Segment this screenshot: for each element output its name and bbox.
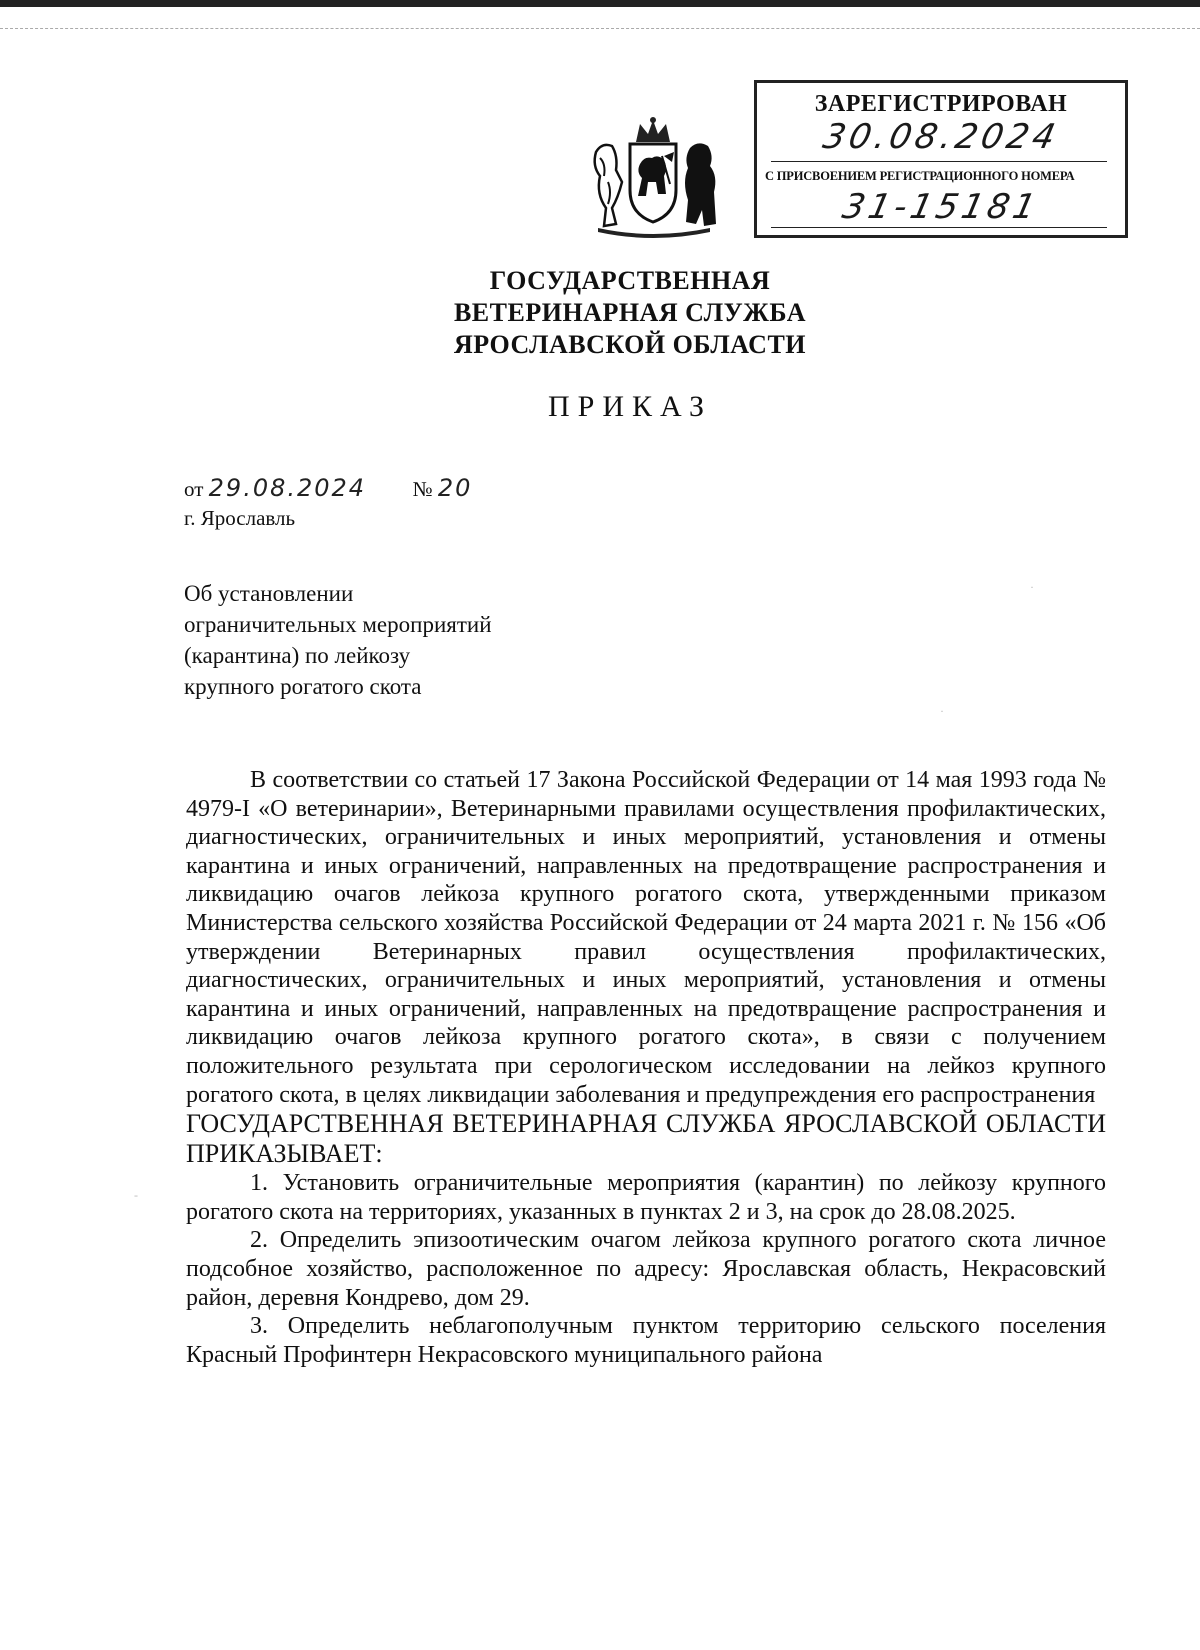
number-prefix: № (412, 477, 433, 501)
stamp-registration-number: 31-15181 (838, 187, 1044, 227)
agency-name (420, 265, 840, 361)
scan-speck: · (1030, 580, 1034, 594)
subject-line: ограничительных мероприятий (184, 612, 492, 637)
stamp-subtitle: С ПРИСВОЕНИЕМ РЕГИСТРАЦИОННОГО НОМЕРА (765, 169, 1075, 183)
agency-line: ГОСУДАРСТВЕННАЯ (489, 266, 771, 295)
document-subject (184, 578, 604, 702)
document-city: г. Ярославль (184, 506, 296, 530)
order-item-1: 1. Установить ограничительные мероприятия (карантин) по лейкозу крупного рогатого скота на территориях, указанных в пунктах 2 и 3, на срок до 28.08.2025. (186, 1170, 1106, 1225)
preamble-paragraph: В соответствии со статьей 17 Закона Российской Федерации от 14 мая 1993 года № 4979-I «О ветеринарии», Ветеринарными правилами осуществления профилактических, диагностических, ограничительных и иных мероприятий, установления и отмены карантина и иных ограничений, направленных на предотвращение распространения и ликвидацию очагов лейкоза крупного рогатого скота, утвержденными приказом Министерства сельского хозяйства Российской Федерации от 24 марта 2021 г. № 156 «Об утверждении Ветеринарных правил осуществления профилактических, диагностических, ограничительных и иных мероприятий, установления и отмены карантина и иных ограничений, направленных на предотвращение распространения и ликвидацию очагов лейкоза крупного рогатого скота», в связи с получением положительного результата при серологическом исследовании на лейкоз крупного рогатого скота, в целях ликвидации заболевания и предупреждения его распространения (186, 767, 1106, 1108)
document-date: 29.08.2024 (208, 474, 367, 502)
subject-line: Об установлении (184, 581, 354, 606)
document-number: 20 (437, 474, 473, 502)
stamp-divider (771, 161, 1107, 162)
document-meta (184, 474, 472, 502)
order-item-2: 2. Определить эпизоотическим очагом лейкоза крупного рогатого скота личное подсобное хозяйство, расположенное по адресу: Ярославская область, Некрасовский район, деревня Кондрево, дом 29. (186, 1227, 1106, 1311)
scan-top-edge (0, 0, 1200, 7)
subject-line: крупного рогатого скота (184, 674, 422, 699)
agency-line: ЯРОСЛАВСКОЙ ОБЛАСТИ (453, 330, 807, 359)
document-body (186, 766, 1106, 1369)
coat-of-arms-icon (578, 112, 728, 240)
stamp-registration-date: 30.08.2024 (819, 117, 1063, 157)
order-item-3: 3. Определить неблагополучным пунктом территорию сельского поселения Красный Профинтерн Некрасовского муниципального района (186, 1313, 1106, 1368)
stamp-divider (771, 227, 1107, 228)
order-heading: ГОСУДАРСТВЕННАЯ ВЕТЕРИНАРНАЯ СЛУЖБА ЯРОСЛАВСКОЙ ОБЛАСТИ ПРИКАЗЫВАЕТ: (186, 1109, 1106, 1169)
scan-speck: - (134, 1188, 138, 1202)
registration-stamp (754, 80, 1128, 238)
stamp-title: ЗАРЕГИСТРИРОВАН (814, 91, 1068, 117)
date-prefix: от (184, 477, 204, 501)
scan-dash-line (0, 28, 1200, 29)
subject-line: (карантина) по лейкозу (184, 643, 411, 668)
scan-speck: · (940, 704, 944, 718)
document-type: ПРИКАЗ (548, 390, 712, 423)
agency-line: ВЕТЕРИНАРНАЯ СЛУЖБА (453, 298, 807, 327)
